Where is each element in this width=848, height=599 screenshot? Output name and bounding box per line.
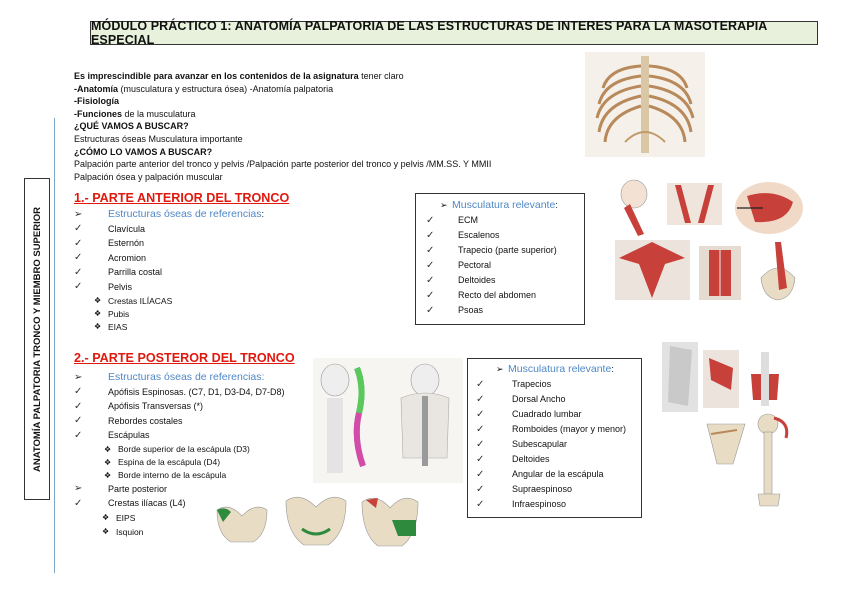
anterior-muscle-item-text: Pectoral [458,260,492,270]
arrow-icon: ➢ [440,199,448,210]
crestas-sub-item-text: EIPS [116,512,136,523]
sidebar-label: ANATOMÍA PALPATORIA TRONCO Y MIEMBRO SUPERIOR [31,206,43,472]
intro-line-1-rest: tener claro [358,71,404,81]
intro-line-1-bold: Es imprescindible para avanzar en los contenidos de la asignatura [74,71,359,81]
scapula-illustration [703,418,749,468]
anterior-bone-item [74,236,264,251]
intro-line-1 [74,70,491,83]
intro-line-4 [74,108,491,121]
check-icon: ✓ [476,438,485,450]
section-1-list [74,207,264,333]
crestas-sub-item-text: Isquion [116,526,144,537]
posterior-muscle-item-text: Angular de la escápula [512,469,604,479]
posterior-muscle-item-text: Subescapular [512,439,568,449]
section-2-heading [74,351,295,365]
check-icon: ✓ [74,400,83,412]
intro-line-4-rest: de la musculatura [122,108,196,119]
abdomen-illustration [699,246,741,300]
psoas-illustration [753,238,803,303]
pectoral-illustration [733,178,805,236]
posterior-muscle-item-text: Supraespinoso [512,484,573,494]
posterior-bone-item-text: Escápulas [108,430,150,441]
check-icon: ✓ [426,229,435,241]
page-title-box [90,21,818,45]
answer-how-1: Palpación parte anterior del tronco y pelvis /Palpación parte posterior del tronco y pelvis /MM.SS. Y MMII [74,159,492,170]
diamond-bullet-icon: ❖ [104,444,112,454]
answer-how-2: Palpación ósea y palpación muscular [74,171,223,182]
arrow-icon: ➢ [74,483,83,495]
anterior-muscle-item [426,273,584,288]
diamond-bullet-icon: ❖ [104,457,112,467]
escapula-sub-item-text: Borde superior de la escápula (D3) [118,444,250,454]
check-icon: ✓ [476,483,485,495]
sidebar-divider [54,118,55,573]
posterior-bone-item [74,399,285,414]
posterior-muscle-item-text: Deltoides [512,454,550,464]
rhomboid-illustration [703,350,739,408]
check-icon: ✓ [74,497,83,509]
muscles-anterior-header-text: Musculatura relevante [452,199,556,212]
question-how: ¿CÓMO LO VAMOS A BUSCAR? [74,146,213,157]
check-icon: ✓ [476,408,485,420]
anterior-muscle-item [426,213,584,228]
anterior-bone-item-text: Esternón [108,238,145,249]
check-icon: ✓ [74,429,83,441]
section-2-heading-text: 2.- PARTE POSTEROR DEL TRONCO [74,351,295,365]
check-icon: ✓ [426,289,435,301]
section-1-subheading-text: Estructuras óseas de referencias [108,208,262,221]
check-icon: ✓ [74,237,83,249]
quadratus-illustration [745,350,785,408]
anterior-bone-item-text: Parrilla costal [108,267,163,278]
crestas-text: Crestas ilíacas (L4) [108,498,186,509]
intro-line-4-bold: -Funciones [74,108,123,119]
escapula-sub-item-text: Espina de la escápula (D4) [118,457,221,467]
parte-posterior-text: Parte posterior [108,483,168,494]
pelvis-sub-item-text: Pubis [108,308,130,319]
section-2-subheading [74,370,285,385]
pelvis-sub-item [94,307,264,320]
anterior-bone-item-text: Pelvis [108,281,133,292]
pelvis-illustration-3 [358,490,422,550]
section-1-heading [74,191,289,205]
anterior-muscle-item [426,303,584,318]
diamond-bullet-icon: ❖ [102,527,110,536]
posterior-muscle-item [476,377,641,392]
diamond-bullet-icon: ❖ [104,470,112,480]
page-title: MÓDULO PRÁCTICO 1: ANATOMÍA PALPATORIA DE LAS ESTRUCTURAS DE INTERES PARA LA MASOTERAPIA ESPECIAL [91,19,767,47]
anterior-muscle-item-text: Recto del abdomen [458,290,537,300]
posterior-muscle-item [476,482,641,497]
anterior-muscle-item-text: Psoas [458,305,484,315]
posterior-muscle-item-text: Romboides (mayor y menor) [512,424,627,434]
escapula-sub-item [104,443,285,456]
parte-posterior-row [74,482,285,497]
anterior-muscle-item-text: Escalenos [458,230,500,240]
muscles-anterior-header-colon: : [555,200,558,211]
muscles-posterior-header-text: Musculatura relevante [508,363,612,376]
ribcage-illustration [585,52,705,157]
check-icon: ✓ [74,266,83,278]
anterior-muscle-item-text: Deltoides [458,275,496,285]
posterior-muscle-item [476,452,641,467]
intro-line-2-rest: (musculatura y estructura ósea) -Anatomía palpatoria [118,83,334,94]
posterior-muscle-item [476,422,641,437]
anterior-muscle-item [426,228,584,243]
anterior-bone-item [74,280,264,295]
arrow-icon: ➢ [74,371,83,383]
arrow-icon: ➢ [74,208,83,220]
posterior-bone-item [74,428,285,443]
anterior-muscle-item [426,243,584,258]
check-icon: ✓ [476,423,485,435]
muscles-posterior-header-colon: : [611,364,614,375]
posterior-bone-item-text: Rebordes costales [108,415,183,426]
anterior-muscle-item-text: Trapecio (parte superior) [458,245,557,255]
pelvis-sub-item [94,320,264,333]
escapula-sub-item-text: Borde interno de la escápula [118,470,227,480]
answer-what: Estructuras óseas Musculatura importante [74,133,243,144]
posterior-bone-item-text: Apófisis Transversas (*) [108,401,204,412]
posterior-muscle-item [476,392,641,407]
check-icon: ✓ [476,453,485,465]
diamond-bullet-icon: ❖ [94,296,102,305]
anterior-bone-item-text: Acromion [108,252,147,263]
diamond-bullet-icon: ❖ [94,322,102,331]
posterior-muscle-item [476,437,641,452]
posterior-muscle-item [476,497,641,512]
check-icon: ✓ [426,244,435,256]
intro-line-2 [74,83,491,96]
check-icon: ✓ [74,415,83,427]
question-what: ¿QUÉ VAMOS A BUSCAR? [74,121,189,132]
trapezius-illustration [615,240,690,300]
posterior-bone-item [74,414,285,429]
spine-illustration [313,358,463,483]
check-icon: ✓ [476,468,485,480]
section-2-subheading-text: Estructuras óseas de referencias: [108,371,265,384]
anterior-muscle-item [426,258,584,273]
anterior-muscle-item-text: ECM [458,215,478,225]
intro-block [74,70,491,183]
neck-muscle-illustration [614,178,659,238]
check-icon: ✓ [74,281,83,293]
check-icon: ✓ [426,259,435,271]
posterior-muscle-item [476,467,641,482]
arrow-icon: ➢ [496,363,504,374]
check-icon: ✓ [426,304,435,316]
posterior-bone-item-text: Apófisis Espinosas. (C7, D1, D3-D4, D7-D8) [108,386,285,397]
posterior-muscle-item-text: Infraespinoso [512,499,567,509]
pelvis-sub-item [94,294,264,307]
muscles-box-anterior [415,193,585,325]
pelvis-sub-item-text: Crestas ILÍACAS [108,295,173,306]
anterior-bone-item [74,265,264,280]
anterior-bone-item [74,251,264,266]
check-icon: ✓ [74,386,83,398]
back-muscle-illustration-1 [662,342,698,412]
escapula-sub-item [104,469,285,482]
humerus-illustration [750,412,796,510]
pelvis-illustration-1 [213,500,271,546]
muscles-box-posterior [467,358,642,518]
pelvis-sub-item-text: EIAS [108,321,128,332]
check-icon: ✓ [426,274,435,286]
check-icon: ✓ [74,252,83,264]
section-1-subheading-colon: : [261,209,265,220]
posterior-bone-item [74,385,285,400]
posterior-muscle-item [476,407,641,422]
check-icon: ✓ [426,214,435,226]
intro-line-2-bold: -Anatomía [74,83,119,94]
anterior-bone-item [74,222,264,237]
check-icon: ✓ [476,378,485,390]
posterior-muscle-item-text: Dorsal Ancho [512,394,566,404]
pelvis-illustration-2 [282,489,350,549]
posterior-muscle-item-text: Trapecios [512,379,552,389]
check-icon: ✓ [74,223,83,235]
posterior-muscle-item-text: Cuadrado lumbar [512,409,582,419]
section-1-subheading [74,207,264,222]
section-1-heading-text: 1.- PARTE ANTERIOR DEL TRONCO [74,191,290,205]
sidebar-label-box [24,178,50,500]
muscles-anterior-header [440,198,584,213]
escapula-sub-item [104,456,285,469]
diamond-bullet-icon: ❖ [94,309,102,318]
anterior-muscle-item [426,288,584,303]
anterior-bone-item-text: Clavícula [108,223,146,234]
check-icon: ✓ [476,498,485,510]
diamond-bullet-icon: ❖ [102,513,110,522]
muscles-posterior-header [496,362,641,377]
neck-front-illustration [667,183,722,225]
intro-line-3: -Fisiología [74,96,119,107]
check-icon: ✓ [476,393,485,405]
